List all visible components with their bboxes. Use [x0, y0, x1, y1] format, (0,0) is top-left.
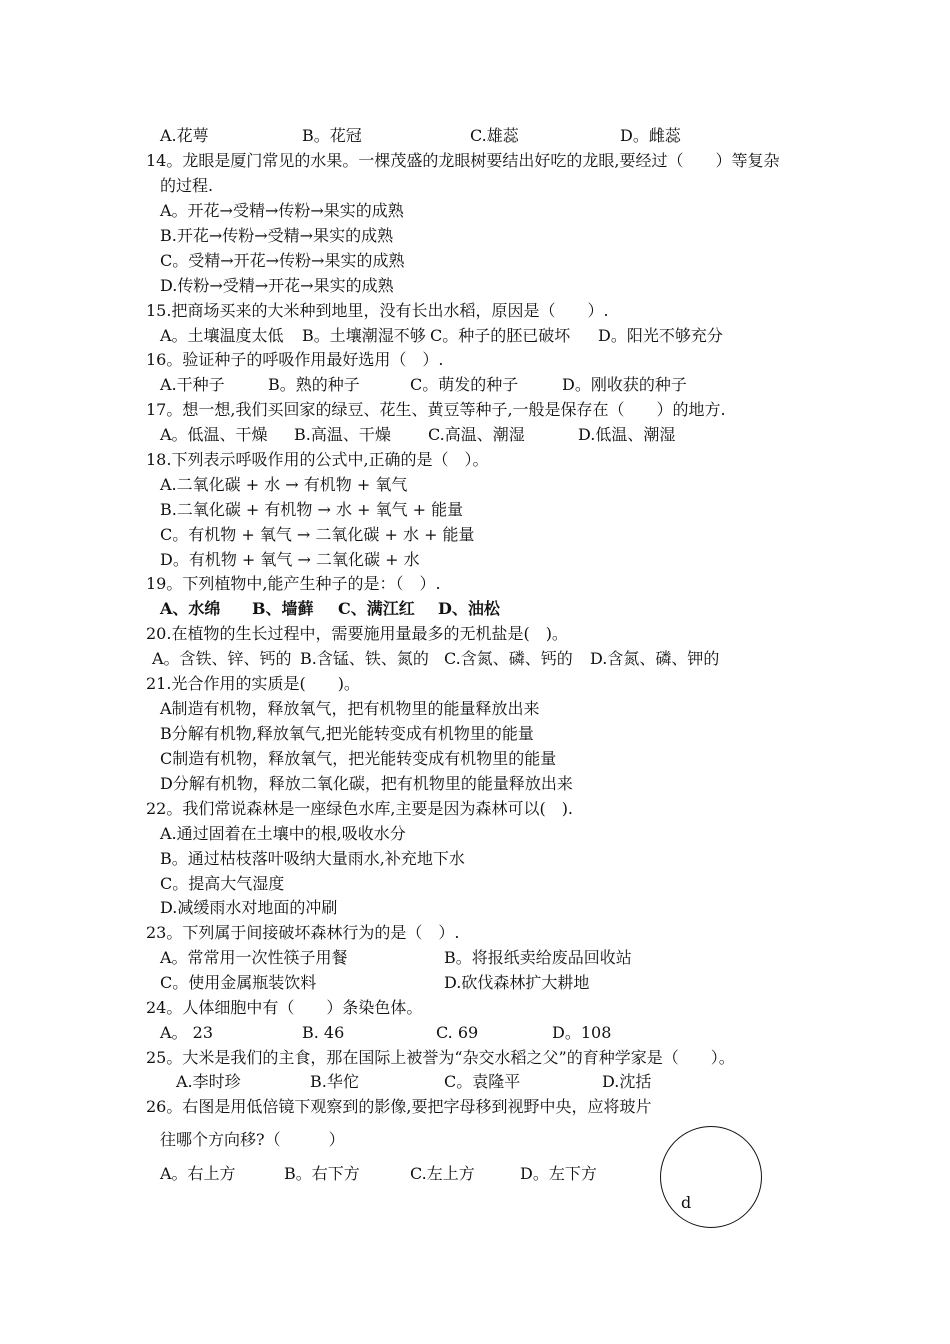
q22-option-c: C。提高大气湿度: [160, 874, 285, 893]
q24-stem: 24。人体细胞中有（ ）条染色体。: [146, 998, 423, 1017]
q13-option-a: A.花萼: [160, 126, 209, 145]
q26-option-d: D。左下方: [520, 1164, 597, 1183]
q17-option-b: B.高温、干燥: [294, 425, 391, 444]
q16-stem: 16。验证种子的呼吸作用最好选用（ ）.: [146, 350, 444, 369]
q23-option-b: B。将报纸卖给废品回收站: [444, 948, 632, 967]
q26-stem-cont: 往哪个方向移?（ ）: [160, 1130, 345, 1149]
q20-stem: 20.在植物的生长过程中，需要施用量最多的无机盐是( )。: [146, 624, 568, 643]
q26-option-c: C.左上方: [410, 1164, 475, 1183]
q17-option-a: A。低温、干燥: [160, 425, 268, 444]
q22-option-d: D.减缓雨水对地面的冲刷: [160, 898, 338, 917]
q14-option-b: B.开花→传粉→受精→果实的成熟: [160, 226, 394, 245]
q24-option-a: A。 23: [160, 1023, 214, 1042]
q25-stem: 25。大米是我们的主食，那在国际上被誉为“杂交水稻之父”的育种学家是（ ）。: [146, 1048, 735, 1067]
q16-option-d: D。刚收获的种子: [562, 375, 687, 394]
q26-stem: 26。右图是用低倍镜下观察到的影像,要把字母移到视野中央，应将玻片: [146, 1097, 652, 1116]
q16-option-a: A.干种子: [160, 375, 225, 394]
q15-option-d: D。阳光不够充分: [598, 326, 723, 345]
q15-option-c: C。种子的胚已破坏: [430, 326, 571, 345]
q14-stem-cont: 的过程.: [160, 176, 214, 195]
q17-stem: 17。想一想,我们买回家的绿豆、花生、黄豆等种子,一般是保存在（ ）的地方.: [146, 400, 726, 419]
q19-option-a: A、水绵: [160, 599, 221, 618]
q15-option-b: B。土壤潮湿不够: [302, 326, 426, 345]
q18-option-c: C。有机物 + 氧气 → 二氧化碳 + 水 + 能量: [160, 525, 475, 544]
q15-option-a: A。土壤温度太低: [160, 326, 284, 345]
q18-option-a: A.二氧化碳 + 水 → 有机物 + 氧气: [160, 475, 408, 494]
microscope-view-circle: [660, 1126, 762, 1228]
q23-option-d: D.砍伐森林扩大耕地: [444, 973, 590, 992]
q16-option-b: B。熟的种子: [268, 375, 360, 394]
q21-option-b: B分解有机物,释放氧气,把光能转变成有机物里的能量: [160, 724, 534, 743]
q21-option-d: D分解有机物，释放二氧化碳，把有机物里的能量释放出来: [160, 774, 573, 793]
q15-stem: 15.把商场买来的大米种到地里，没有长出水稻，原因是（ ）.: [146, 301, 609, 320]
q24-option-d: D。108: [552, 1023, 612, 1042]
q25-option-b: B.华佗: [310, 1072, 359, 1091]
q14-option-a: A。开花→受精→传粉→果实的成熟: [160, 201, 404, 220]
q21-stem: 21.光合作用的实质是( )。: [146, 674, 360, 693]
q17-option-c: C.高温、潮湿: [428, 425, 525, 444]
q25-option-a: A.李时珍: [176, 1072, 241, 1091]
microscope-view-letter: d: [681, 1193, 692, 1212]
q19-option-d: D、油松: [438, 599, 500, 618]
q24-option-c: C. 69: [436, 1023, 479, 1042]
q16-option-c: C。萌发的种子: [410, 375, 519, 394]
q25-option-c: C。袁隆平: [444, 1072, 521, 1091]
q18-option-d: D。有机物 + 氧气 → 二氧化碳 + 水: [160, 550, 420, 569]
q19-stem: 19。下列植物中,能产生种子的是：（ ）.: [146, 574, 441, 593]
q23-option-a: A。常常用一次性筷子用餐: [160, 948, 348, 967]
q26-option-b: B。右下方: [284, 1164, 360, 1183]
q26-option-a: A。右上方: [160, 1164, 236, 1183]
q14-option-c: C。受精→开花→传粉→果实的成熟: [160, 251, 405, 270]
q20-option-d: D.含氮、磷、钾的: [590, 649, 720, 668]
q23-stem: 23。下列属于间接破坏森林行为的是（ ）.: [146, 923, 460, 942]
q18-stem: 18.下列表示呼吸作用的公式中,正确的是（ ）。: [146, 450, 489, 469]
q17-option-d: D.低温、潮湿: [578, 425, 676, 444]
q21-option-a: A制造有机物，释放氧气，把有机物里的能量释放出来: [160, 699, 540, 718]
q24-option-b: B. 46: [302, 1023, 345, 1042]
q22-option-a: A.通过固着在土壤中的根,吸收水分: [160, 824, 406, 843]
q21-option-c: C制造有机物，释放氧气，把光能转变成有机物里的能量: [160, 749, 557, 768]
q20-option-c: C.含氮、磷、钙的: [444, 649, 573, 668]
q19-option-c: C、满江红: [338, 599, 415, 618]
q22-stem: 22。我们常说森林是一座绿色水库,主要是因为森林可以( ).: [146, 799, 574, 818]
q19-option-b: B、墙藓: [252, 599, 314, 618]
q14-option-d: D.传粉→受精→开花→果实的成熟: [160, 276, 394, 295]
q13-option-b: B。花冠: [302, 126, 362, 145]
q18-option-b: B.二氧化碳 + 有机物 → 水 + 氧气 + 能量: [160, 500, 464, 519]
q13-option-c: C.雄蕊: [470, 126, 519, 145]
q13-option-d: D。雌蕊: [620, 126, 681, 145]
q14-stem: 14。龙眼是厦门常见的水果。一棵茂盛的龙眼树要结出好吃的龙眼,要经过（ ）等复杂: [146, 151, 780, 170]
q20-option-b: B.含锰、铁、氮的: [300, 649, 429, 668]
q23-option-c: C。使用金属瓶装饮料: [160, 973, 317, 992]
q22-option-b: B。通过枯枝落叶吸纳大量雨水,补充地下水: [160, 849, 465, 868]
q25-option-d: D.沈括: [602, 1072, 652, 1091]
q20-option-a: A。含铁、锌、钙的: [152, 649, 292, 668]
